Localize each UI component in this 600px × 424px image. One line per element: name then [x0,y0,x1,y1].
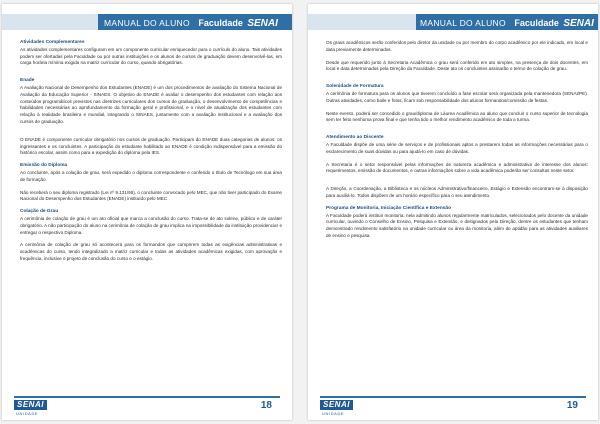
header-faculdade-text: Faculdade [514,18,559,28]
footer-line [320,396,586,398]
page-number: 19 [566,400,578,411]
section-heading: Atendimento ao Discente [326,135,384,141]
paragraph: Os graus acadêmicos serão conferidos pelo diretor da unidade ou por membro do corpo acadêmico por ele indicado, em local e data previamente determinados. [326,40,588,52]
page-number: 18 [260,400,272,411]
section-heading: Emissão do Diploma [20,163,68,169]
paragraph: A cerimônia de colação de grau é um ato oficial que marca a conclusão do curso. Trata-se de ato solene, público e de caráter obrigatório. A não participação do aluno na cerimônia de colação de grau implica na impossibilidade da instituição providenciar e entregar o respectivo Diploma. [20,215,282,235]
header-manual-text: MANUAL DO ALUNO [104,18,190,28]
paragraph: A Avaliação Nacional de Desempenho dos Estudantes (ENADE) é um dos procedimentos de avaliação do Sistema Nacional de Avaliação da Educação Superior - SINAES. O objetivo do ENADE é avaliar o desempenho dos estudantes com relação aos conteúdos programáticos previstos nas diretrizes curriculares dos cursos de graduação, o desenvolvimento de competências e habilidades necessárias ao aprofundamento da formação geral e profissional, e o nível de atualização dos estudantes com relação à realidade brasileira e mundial, integrando o SINAES, juntamente com a avaliação institucional e a avaliação dos cursos de graduação. [20,84,282,124]
page-content [326,40,588,240]
paragraph: Neste evento, poderá ser concedido o grau/diploma de Láurea Acadêmica ao aluno que concluir o curso superior de tecnologia sem ter feito nenhuma prova final e que tenha tido o melhor rendimento acadêmico de toda a turma. [326,110,588,123]
header-strip [2,14,98,30]
header-manual-text: MANUAL DO ALUNO [420,18,506,28]
section-heading: Programa de Monitoria, Iniciação Científica e Extensão [326,205,452,211]
header-title [104,16,278,28]
paragraph: A cerimônia de formatura para os alunos que tiverem concluído a fase escolar será organizada pela mantenedora (SENAI/PE). Outras atividades, como baile e fotos, ficam sob responsabilidade dos alunos formandos/comissão de festas. [326,90,588,103]
paragraph: A cerimônia de colação de grau só acontecerá para os formandos que cumprirem todas as exigências administrativas e acadêmicas do curso, tendo integralizado a matriz curricular e todas as atividades acadêmicas exigidas, com aprovação e frequência, inclusive o projeto de conclusão do curso e o estágio. [20,242,282,261]
page-content [20,40,282,263]
paragraph: A Faculdade dispõe de uma série de serviços e de profissionais aptos a prestarem todas as informações necessárias para o esclarecimento de suas dúvidas ou para ajudá-lo em caso de dúvidas. [326,141,588,154]
header-senai-text: SENAI [247,18,278,29]
section-heading: Enade [20,78,35,84]
paragraph: Não receberá o seu diploma registrado (Lei nº 9.131/95), o concluinte convocado pelo MEC, que não tiver participado do Exame Nacional do Desempenho dos Estudantes (ENADE) instituído pelo MEC [20,189,282,202]
paragraph: As atividades complementares configuram em um componente curricular enriquecedor para o currículo do aluno. Tais atividades podem ser ofertadas pela Faculdade ou por outras instituições e os alunos de cursos de graduação devem desenvolvê-las, em carga horária mínima exigida na matriz curricular do curso, quando obrigatórias. [20,46,282,66]
section-heading: Colação de Grau [20,209,59,215]
logo-subtitle: UNIDADE [16,411,39,416]
header-title [420,16,594,28]
paragraph: Ao concluinte, após a colação de grau, será expedido o diploma correspondente e conferido o título de Tecnólogo em sua área de formação. [20,169,282,182]
paragraph: A Direção, a Coordenação, a Biblioteca e os núcleos Administrativo/financeiro, Estágio e Extensão encontram-se à disposição para auxiliá-lo. Todos dispõem de um horário específico para o seu atendimento. [326,186,588,198]
senai-logo: SENAI [320,400,353,410]
logo-subtitle: UNIDADE [322,411,345,416]
paragraph: Desde que requerido junto à Secretaria Acadêmica o grau será conferido em ato simples, na presença de dois docentes, em local e data determinados pela Direção da Faculdade. Deste ato os concluintes assinarão o termo de colação de grau. [326,59,588,72]
page-right [308,4,598,420]
paragraph: O ENADE é componente curricular obrigatório nos cursos de graduação. Participam do ENADE duas categorias de alunos: os ingressantes e os concluintes. A participação do estudante habilitado ao ENADE é condição indispensável para a emissão do histórico escolar, assim como para a expedição do diploma pela IES. [20,136,282,156]
senai-logo: SENAI [14,400,47,410]
header-senai-text: SENAI [563,18,594,29]
footer-line [14,396,280,398]
section-heading: Solenidade de Formatura [326,84,384,90]
section-heading: Atividades Complementares [20,40,85,45]
page-left [2,4,292,420]
paragraph: A Faculdade poderá instituir monitoria, nela admitindo alunos regularmente matriculados, selecionados pelo docente da unidade curricular, ouvindo o Conselho de Ensino, Pesquisa e Extensão, e designados pela Direção, dentre os estudantes que tenham demonstrado rendimento satisfatório na unidade curricular ou área da monitoria, além de aptidão para as atividades auxiliares de ensino e pesquisa. [326,212,588,238]
header-strip [308,14,416,30]
paragraph: A Secretaria é o setor responsável pelas informações de natureza acadêmica e administrativa de interesse dos alunos: requerimentos, emissão de documentos, e outras informações sobre a vida acadêmica poderão ser consultas neste setor. [326,161,588,174]
header-faculdade-text: Faculdade [198,18,243,28]
